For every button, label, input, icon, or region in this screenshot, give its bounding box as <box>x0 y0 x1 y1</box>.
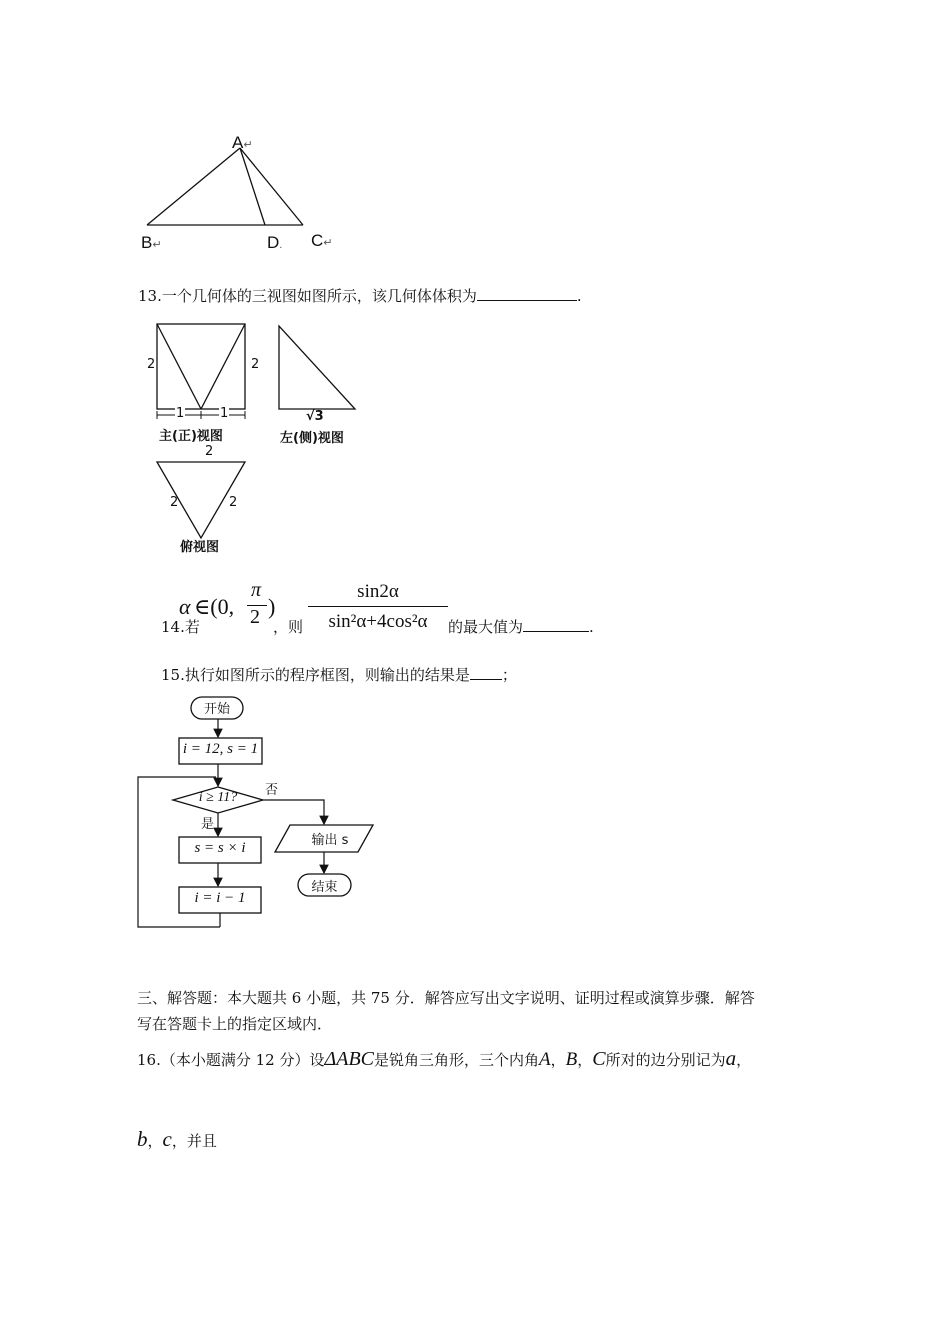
question-15 <box>161 664 517 686</box>
side-ac <box>240 148 303 225</box>
side-bottom-length: √3 <box>306 409 324 424</box>
q13-text: 13.一个几何体的三视图如图所示，该几何体体积为 <box>138 287 477 305</box>
front-bottom-length-1: 1 <box>176 406 185 421</box>
q14-answer-blank <box>523 616 589 632</box>
return-mark-d: . <box>279 239 283 251</box>
vertex-c-label <box>311 231 333 251</box>
point-d-label <box>267 233 282 253</box>
question-16-line2 <box>137 1128 217 1156</box>
q14-end: . <box>589 618 594 636</box>
front-left-length: 2 <box>147 357 156 372</box>
vertex-b-label <box>141 233 162 253</box>
q14-fraction <box>308 581 448 639</box>
flow-init-label: i = 12, s = 1 <box>182 741 259 757</box>
q14-suffix: 的最大值为 <box>448 618 524 636</box>
q16-sep2: ， <box>577 1051 593 1069</box>
top-view-caption: 俯视图 <box>180 540 220 555</box>
flow-arrow-no <box>263 800 324 824</box>
q16-sep3: ， <box>736 1051 752 1069</box>
q16-tail: ，并且 <box>171 1132 217 1150</box>
q13-answer-blank <box>477 285 577 301</box>
q16-prefix: 16.（本小题满分 12 分）设 <box>137 1051 325 1069</box>
front-right-length: 2 <box>251 357 260 372</box>
vertex-a-label <box>232 133 253 153</box>
q16-angle-c: C <box>592 1048 606 1070</box>
section3-heading-line2: 写在答题卡上的指定区域内． <box>137 1015 333 1033</box>
front-view-caption: 主(正)视图 <box>159 429 223 444</box>
front-view-diag-left <box>157 324 201 409</box>
return-mark-c: ↵ <box>323 237 333 249</box>
side-ab <box>147 148 240 225</box>
q16-angle-b: B <box>565 1049 578 1070</box>
q16-triangle-abc: ΔABC <box>324 1048 374 1070</box>
q14-denominator: sin²α+4cos²α <box>328 611 428 632</box>
top-right-length: 2 <box>229 495 238 510</box>
q16-side-c: c <box>162 1127 172 1151</box>
return-mark-b: ↵ <box>152 239 162 251</box>
q15-answer-blank <box>470 664 502 680</box>
q16-sep4: ， <box>147 1132 163 1150</box>
q16-side-b: b <box>137 1127 148 1151</box>
flow-end-label: 结束 <box>311 880 338 895</box>
q14-fraction-bar <box>308 606 448 607</box>
q14-numerator: sin2α <box>357 581 399 602</box>
q14-prefix: 14.若 <box>161 618 200 636</box>
q14-interval-close: ) <box>268 594 276 619</box>
label-d: D <box>267 233 280 252</box>
front-view-diag-right <box>201 324 245 409</box>
label-c: C <box>311 231 324 250</box>
segment-ad <box>240 148 265 225</box>
top-top-length: 2 <box>205 444 214 459</box>
question-13 <box>138 285 582 307</box>
side-view-triangle <box>279 326 355 409</box>
flow-yes-label: 是 <box>201 817 215 832</box>
q15-text: 15.执行如图所示的程序框图，则输出的结果是 <box>161 666 470 684</box>
front-view-rect <box>157 324 245 409</box>
front-bottom-length-2: 1 <box>220 406 229 421</box>
q16-sep1: ， <box>550 1051 566 1069</box>
flow-condition-label: i ≥ 11? <box>198 790 238 805</box>
return-mark-a: ↵ <box>243 139 253 151</box>
flow-body2-label: i = i − 1 <box>194 890 246 906</box>
q15-end: ； <box>501 666 517 684</box>
flow-output-label: 输出 s <box>311 833 349 848</box>
q16-mid1: 是锐角三角形，三个内角 <box>374 1051 540 1069</box>
label-a: A <box>232 133 244 152</box>
flow-body1-label: s = s × i <box>194 840 246 856</box>
top-left-length: 2 <box>170 495 179 510</box>
q16-mid2: 所对的边分别记为 <box>605 1051 726 1069</box>
q16-angle-a: A <box>539 1049 551 1070</box>
q13-end: . <box>576 287 582 305</box>
flow-no-label: 否 <box>265 783 279 798</box>
flow-start-label: 开始 <box>203 702 230 717</box>
q14-interval-open: ∈(0, <box>194 594 235 619</box>
side-view-caption: 左(侧)视图 <box>280 431 344 446</box>
q14-suffix-line <box>448 616 594 638</box>
q14-two: 2 <box>250 606 260 628</box>
question-16-line1 <box>137 1047 751 1075</box>
q14-pi: π <box>251 579 262 601</box>
q14-then: ，则 <box>273 618 304 636</box>
q16-side-a: a <box>725 1046 737 1070</box>
label-b: B <box>141 233 153 252</box>
q14-alpha: α <box>179 594 191 619</box>
section3-heading-line1: 三、解答题：本大题共 6 小题，共 75 分．解答应写出文字说明、证明过程或演算步骤．解答 <box>137 989 755 1007</box>
